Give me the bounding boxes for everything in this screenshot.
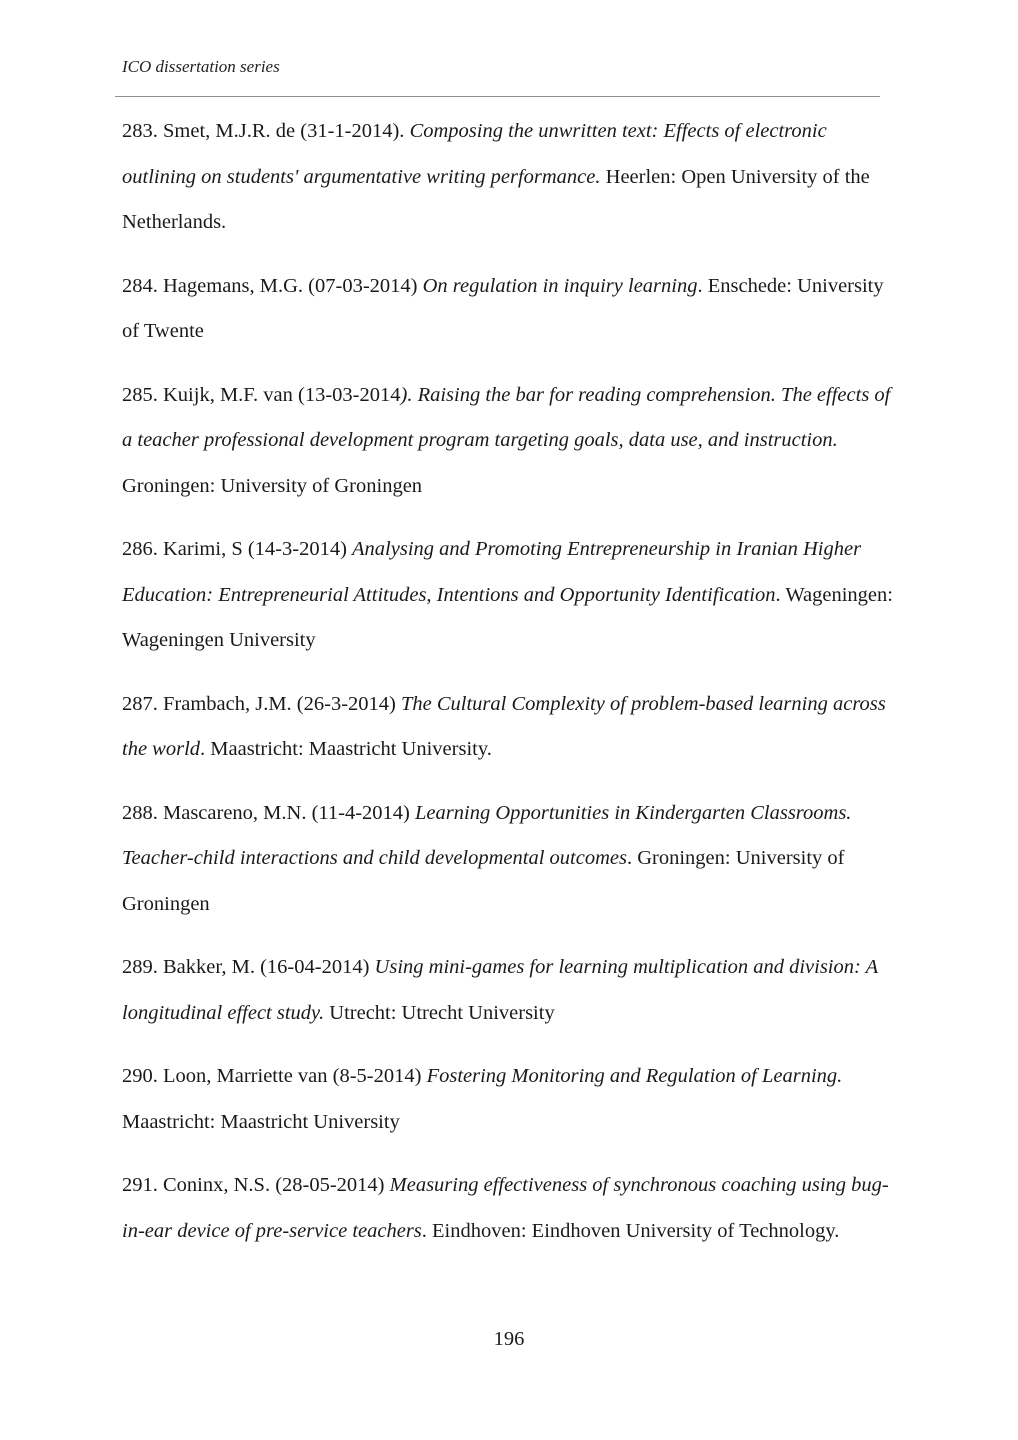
entry-title-segment: On regulation in inquiry learning bbox=[422, 274, 698, 297]
entry-text-segment: 283. Smet, M.J.R. de (31-1-2014). bbox=[122, 120, 410, 142]
entry-line bbox=[122, 727, 982, 773]
entry-line bbox=[122, 418, 982, 464]
entry-line bbox=[122, 373, 982, 419]
entry-text-segment: . Groningen: University of bbox=[626, 847, 845, 869]
entry-line bbox=[122, 200, 982, 246]
entry-title-segment: outlining on students' argumentative writing performance. bbox=[122, 165, 601, 188]
entry-title-segment: Composing the unwritten text: Effects of electronic bbox=[409, 120, 827, 142]
entry-line bbox=[122, 945, 982, 991]
entry-line bbox=[122, 309, 982, 355]
entry-line bbox=[122, 464, 982, 510]
entry-text-segment: 287. Frambach, J.M. (26-3-2014) bbox=[122, 692, 401, 715]
entry-title-segment: Using mini-games for learning multiplication and division: A bbox=[374, 956, 879, 978]
entry-title-segment: ). Raising the bar for reading comprehension. The effects of bbox=[400, 383, 891, 406]
entry-title-segment: a teacher professional development program targeting goals, data use, and instruction. bbox=[122, 429, 838, 451]
header-rule bbox=[115, 96, 880, 97]
entry-text-segment: . Eindhoven: Eindhoven University of Technology. bbox=[421, 1219, 840, 1242]
dissertation-entry bbox=[122, 373, 982, 510]
entry-text-segment: 288. Mascareno, M.N. (11-4-2014) bbox=[122, 801, 416, 824]
entry-text-segment: Maastricht: Maastricht University bbox=[122, 1110, 400, 1133]
entry-title-segment: Education: Entrepreneurial Attitudes, Intentions and Opportunity Identification bbox=[122, 583, 776, 606]
dissertation-entry bbox=[122, 1163, 982, 1254]
entry-line bbox=[122, 991, 982, 1037]
entry-line bbox=[122, 264, 982, 310]
entry-text-segment: of Twente bbox=[122, 320, 204, 342]
entry-text-segment: . Wageningen: bbox=[775, 583, 893, 606]
entry-title-segment: Learning Opportunities in Kindergarten Classrooms. bbox=[415, 801, 852, 824]
entry-title-segment: Teacher-child interactions and child developmental outcomes bbox=[122, 847, 627, 869]
entry-text-segment: 286. Karimi, S (14-3-2014) bbox=[122, 538, 353, 560]
entry-text-segment: . Enschede: University bbox=[697, 274, 884, 297]
entry-text-segment: 291. Coninx, N.S. (28-05-2014) bbox=[122, 1174, 390, 1196]
dissertation-entry bbox=[122, 791, 982, 928]
dissertation-entry bbox=[122, 109, 982, 246]
entry-text-segment: 289. Bakker, M. (16-04-2014) bbox=[122, 956, 375, 978]
entry-line bbox=[122, 155, 982, 201]
entry-line bbox=[122, 573, 982, 619]
entry-title-segment: The Cultural Complexity of problem-based learning across bbox=[400, 692, 886, 715]
entry-text-segment: Netherlands. bbox=[122, 211, 227, 233]
entry-line bbox=[122, 1209, 982, 1255]
entry-line bbox=[122, 618, 982, 664]
entry-line bbox=[122, 1163, 982, 1209]
entry-line bbox=[122, 882, 982, 928]
entry-title-segment: Measuring effectiveness of synchronous coaching using bug- bbox=[389, 1174, 889, 1196]
entry-line bbox=[122, 109, 982, 155]
dissertation-entry bbox=[122, 264, 982, 355]
entry-title-segment: Fostering Monitoring and Regulation of Learning. bbox=[426, 1065, 843, 1087]
entry-text-segment: 285. Kuijk, M.F. van (13-03-2014 bbox=[122, 383, 401, 406]
entry-line bbox=[122, 527, 982, 573]
dissertation-list bbox=[122, 109, 982, 1272]
entry-text-segment: Utrecht: Utrecht University bbox=[324, 1001, 555, 1024]
entry-line bbox=[122, 791, 982, 837]
entry-line bbox=[122, 836, 982, 882]
entry-line bbox=[122, 1054, 982, 1100]
entry-text-segment: Groningen: University of Groningen bbox=[122, 474, 423, 497]
entry-title-segment: Analysing and Promoting Entrepreneurship in Iranian Higher bbox=[352, 538, 862, 560]
entry-text-segment: Heerlen: Open University of the bbox=[600, 165, 870, 188]
entry-title-segment: longitudinal effect study. bbox=[122, 1001, 325, 1024]
entry-line bbox=[122, 682, 982, 728]
dissertation-entry bbox=[122, 527, 982, 664]
entry-text-segment: 284. Hagemans, M.G. (07-03-2014) bbox=[122, 274, 423, 297]
dissertation-entry bbox=[122, 1054, 982, 1145]
dissertation-entry bbox=[122, 945, 982, 1036]
dissertation-entry bbox=[122, 682, 982, 773]
entry-title-segment: in-ear device of pre-service teachers bbox=[122, 1219, 422, 1242]
entry-line bbox=[122, 1100, 982, 1146]
running-header: ICO dissertation series bbox=[122, 57, 280, 76]
entry-text-segment: . Maastricht: Maastricht University. bbox=[200, 738, 492, 760]
entry-text-segment: Groningen bbox=[122, 892, 210, 915]
entry-text-segment: 290. Loon, Marriette van (8-5-2014) bbox=[122, 1065, 427, 1087]
entry-text-segment: Wageningen University bbox=[122, 629, 316, 651]
page-number: 196 bbox=[493, 1328, 525, 1350]
entry-title-segment: the world bbox=[122, 738, 201, 760]
